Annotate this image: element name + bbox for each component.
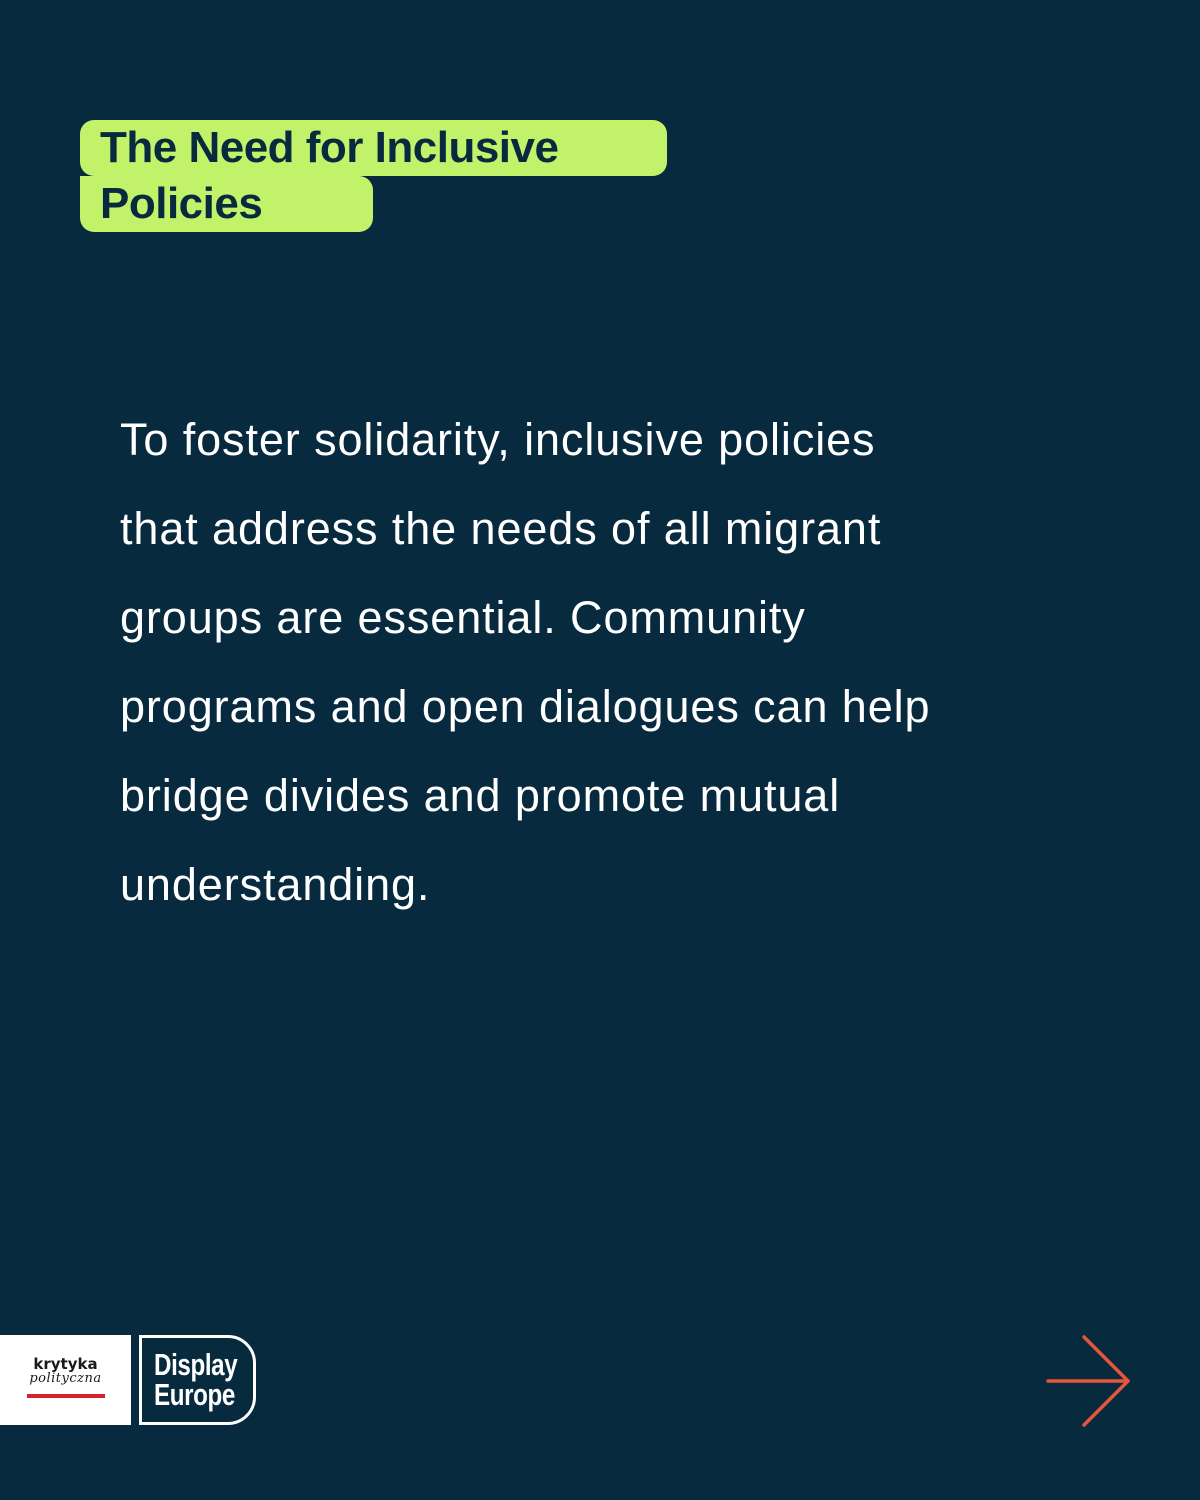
display-logo-word: Display [154, 1347, 238, 1382]
body-line: that address the needs of all migrant [120, 503, 882, 554]
polityczna-logo-word: polityczna [29, 1370, 102, 1386]
body-line: groups are essential. Community [120, 592, 806, 643]
title-line-2: Policies [80, 176, 373, 232]
body-line: To foster solidarity, inclusive policies [120, 414, 876, 465]
body-paragraph [120, 395, 1080, 929]
krytyka-polityczna-logo [0, 1335, 131, 1425]
display-europe-logo [139, 1335, 256, 1425]
body-line: programs and open dialogues can help [120, 681, 931, 732]
krytyka-logo-word: krytyka [33, 1354, 98, 1373]
europe-logo-word: Europe [154, 1377, 235, 1412]
body-line: understanding. [120, 859, 431, 910]
krytyka-logo-bar [27, 1394, 105, 1398]
title-line-1: The Need for Inclusive [80, 120, 667, 176]
body-line: bridge divides and promote mutual [120, 770, 841, 821]
arrow-right-icon[interactable] [1046, 1335, 1132, 1427]
